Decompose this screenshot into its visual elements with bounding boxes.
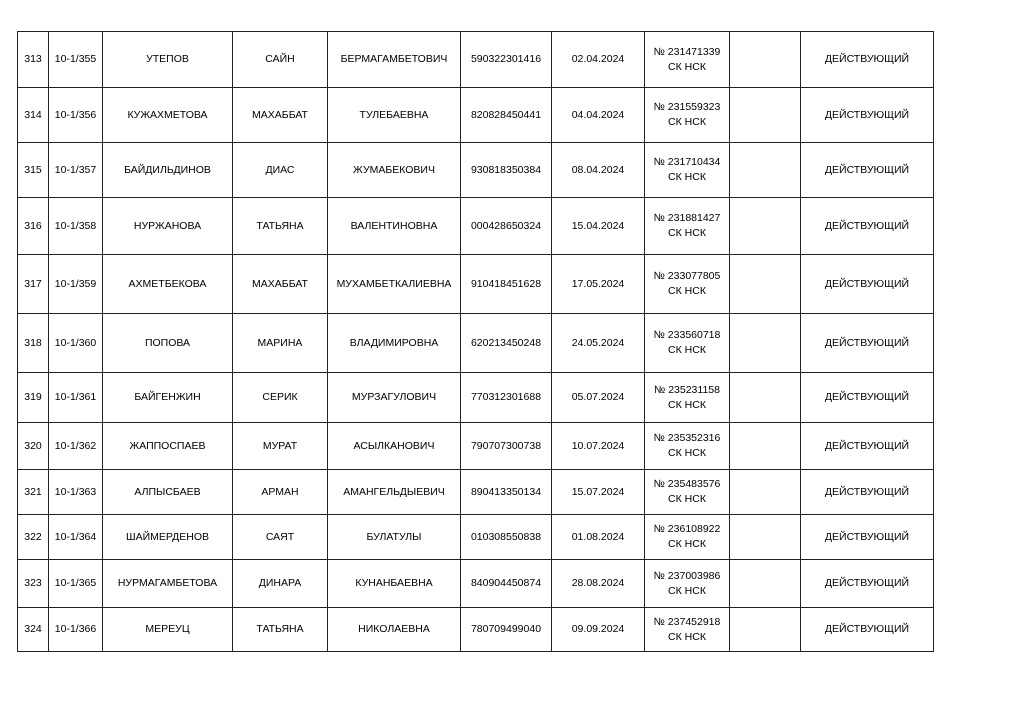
iin-cell: 780709499040 (461, 608, 552, 652)
certificate-issuer: СК НСК (668, 116, 706, 128)
certificate-issuer: СК НСК (668, 398, 706, 411)
iin-cell: 840904450874 (461, 560, 552, 608)
registration-number-cell: 10-1/358 (49, 198, 103, 255)
certificate-number: № 231471339 (653, 45, 721, 58)
status-cell: ДЕЙСТВУЮЩИЙ (801, 88, 934, 143)
registration-number-cell: 10-1/355 (49, 32, 103, 88)
row-number-cell: 316 (18, 198, 49, 255)
registration-number-cell: 10-1/365 (49, 560, 103, 608)
date-cell: 24.05.2024 (552, 314, 645, 373)
patronymic-cell: МУХАМБЕТКАЛИЕВНА (328, 255, 461, 314)
status-cell: ДЕЙСТВУЮЩИЙ (801, 314, 934, 373)
registration-number-cell: 10-1/359 (49, 255, 103, 314)
certificate-number: № 231559323 (653, 101, 721, 113)
row-number-cell: 323 (18, 560, 49, 608)
table-row (18, 560, 934, 608)
status-cell: ДЕЙСТВУЮЩИЙ (801, 608, 934, 652)
patronymic-cell: ТУЛЕБАЕВНА (328, 88, 461, 143)
row-number-cell: 322 (18, 515, 49, 560)
first-name-cell: ДИАС (233, 143, 328, 198)
certificate-cell (645, 423, 730, 470)
row-number-cell: 324 (18, 608, 49, 652)
patronymic-cell: МУРЗАГУЛОВИЧ (328, 373, 461, 423)
empty-cell (730, 314, 801, 373)
first-name-cell: МУРАТ (233, 423, 328, 470)
status-cell: ДЕЙСТВУЮЩИЙ (801, 255, 934, 314)
status-cell: ДЕЙСТВУЮЩИЙ (801, 515, 934, 560)
table-row (18, 470, 934, 515)
empty-cell (730, 32, 801, 88)
registration-number-cell: 10-1/360 (49, 314, 103, 373)
iin-cell: 770312301688 (461, 373, 552, 423)
patronymic-cell: ЖУМАБЕКОВИЧ (328, 143, 461, 198)
last-name-cell: МЕРЕУЦ (103, 608, 233, 652)
table-row (18, 32, 934, 88)
date-cell: 01.08.2024 (552, 515, 645, 560)
date-cell: 15.07.2024 (552, 470, 645, 515)
date-cell: 17.05.2024 (552, 255, 645, 314)
certificate-number: № 231881427 (653, 212, 721, 224)
table-row (18, 198, 934, 255)
last-name-cell: УТЕПОВ (103, 32, 233, 88)
iin-cell: 790707300738 (461, 423, 552, 470)
patronymic-cell: АСЫЛКАНОВИЧ (328, 423, 461, 470)
status-cell: ДЕЙСТВУЮЩИЙ (801, 373, 934, 423)
patronymic-cell: ВЛАДИМИРОВНА (328, 314, 461, 373)
table-row (18, 608, 934, 652)
certificate-issuer: СК НСК (668, 493, 706, 505)
status-cell: ДЕЙСТВУЮЩИЙ (801, 560, 934, 608)
date-cell: 05.07.2024 (552, 373, 645, 423)
certificate-cell (645, 608, 730, 652)
certificate-issuer: СК НСК (668, 285, 706, 297)
certificate-cell (645, 88, 730, 143)
iin-cell: 910418451628 (461, 255, 552, 314)
date-cell: 04.04.2024 (552, 88, 645, 143)
row-number-cell: 313 (18, 32, 49, 88)
status-cell: ДЕЙСТВУЮЩИЙ (801, 470, 934, 515)
registration-number-cell: 10-1/356 (49, 88, 103, 143)
certificate-cell (645, 515, 730, 560)
first-name-cell: САЯТ (233, 515, 328, 560)
first-name-cell: МАРИНА (233, 314, 328, 373)
table-row (18, 314, 934, 373)
status-cell: ДЕЙСТВУЮЩИЙ (801, 143, 934, 198)
certificate-cell (645, 314, 730, 373)
table-row (18, 88, 934, 143)
registration-number-cell: 10-1/366 (49, 608, 103, 652)
certificate-cell (645, 470, 730, 515)
last-name-cell: ЖАППОСПАЕВ (103, 423, 233, 470)
last-name-cell: ШАЙМЕРДЕНОВ (103, 515, 233, 560)
empty-cell (730, 423, 801, 470)
certificate-issuer: СК НСК (668, 227, 706, 239)
last-name-cell: КУЖАХМЕТОВА (103, 88, 233, 143)
registration-number-cell: 10-1/364 (49, 515, 103, 560)
certificate-number: № 233560718 (653, 329, 721, 341)
empty-cell (730, 560, 801, 608)
certificate-issuer: СК НСК (668, 447, 706, 459)
date-cell: 08.04.2024 (552, 143, 645, 198)
patronymic-cell: АМАНГЕЛЬДЫЕВИЧ (328, 470, 461, 515)
iin-cell: 930818350384 (461, 143, 552, 198)
certificate-cell (645, 373, 730, 423)
date-cell: 02.04.2024 (552, 32, 645, 88)
first-name-cell: ТАТЬЯНА (233, 608, 328, 652)
first-name-cell: АРМАН (233, 470, 328, 515)
last-name-cell: НУРМАГАМБЕТОВА (103, 560, 233, 608)
certificate-cell (645, 255, 730, 314)
certificate-issuer: СК НСК (668, 171, 706, 183)
empty-cell (730, 373, 801, 423)
certificate-number: № 237452918 (653, 615, 721, 628)
registration-number-cell: 10-1/361 (49, 373, 103, 423)
row-number-cell: 319 (18, 373, 49, 423)
empty-cell (730, 88, 801, 143)
row-number-cell: 314 (18, 88, 49, 143)
certificate-cell (645, 32, 730, 88)
last-name-cell: ПОПОВА (103, 314, 233, 373)
empty-cell (730, 143, 801, 198)
date-cell: 10.07.2024 (552, 423, 645, 470)
certificate-cell (645, 198, 730, 255)
iin-cell: 890413350134 (461, 470, 552, 515)
patronymic-cell: ВАЛЕНТИНОВНА (328, 198, 461, 255)
iin-cell: 820828450441 (461, 88, 552, 143)
row-number-cell: 317 (18, 255, 49, 314)
first-name-cell: САЙН (233, 32, 328, 88)
certificate-issuer: СК НСК (668, 60, 706, 73)
table-row (18, 515, 934, 560)
certificate-issuer: СК НСК (668, 344, 706, 356)
iin-cell: 620213450248 (461, 314, 552, 373)
certificate-issuer: СК НСК (668, 630, 706, 643)
table-row (18, 255, 934, 314)
table-row (18, 423, 934, 470)
date-cell: 15.04.2024 (552, 198, 645, 255)
certificate-number: № 237003986 (653, 569, 721, 582)
patronymic-cell: НИКОЛАЕВНА (328, 608, 461, 652)
empty-cell (730, 470, 801, 515)
row-number-cell: 321 (18, 470, 49, 515)
iin-cell: 010308550838 (461, 515, 552, 560)
certificate-issuer: СК НСК (668, 584, 706, 597)
certificate-number: № 231710434 (653, 156, 721, 168)
certificate-number: № 235483576 (653, 478, 721, 490)
date-cell: 28.08.2024 (552, 560, 645, 608)
first-name-cell: ДИНАРА (233, 560, 328, 608)
row-number-cell: 318 (18, 314, 49, 373)
certificate-number: № 233077805 (653, 270, 721, 282)
registration-number-cell: 10-1/357 (49, 143, 103, 198)
patronymic-cell: КУНАНБАЕВНА (328, 560, 461, 608)
status-cell: ДЕЙСТВУЮЩИЙ (801, 32, 934, 88)
registry-table (17, 31, 934, 652)
empty-cell (730, 255, 801, 314)
row-number-cell: 315 (18, 143, 49, 198)
first-name-cell: МАХАББАТ (233, 88, 328, 143)
patronymic-cell: БЕРМАГАМБЕТОВИЧ (328, 32, 461, 88)
certificate-cell (645, 143, 730, 198)
registration-number-cell: 10-1/363 (49, 470, 103, 515)
patronymic-cell: БУЛАТУЛЫ (328, 515, 461, 560)
row-number-cell: 320 (18, 423, 49, 470)
last-name-cell: БАЙДИЛЬДИНОВ (103, 143, 233, 198)
certificate-number: № 235352316 (653, 432, 721, 444)
certificate-number: № 235231158 (654, 383, 720, 396)
empty-cell (730, 515, 801, 560)
last-name-cell: АХМЕТБЕКОВА (103, 255, 233, 314)
first-name-cell: СЕРИК (233, 373, 328, 423)
first-name-cell: ТАТЬЯНА (233, 198, 328, 255)
table-row (18, 373, 934, 423)
iin-cell: 590322301416 (461, 32, 552, 88)
date-cell: 09.09.2024 (552, 608, 645, 652)
registration-number-cell: 10-1/362 (49, 423, 103, 470)
first-name-cell: МАХАББАТ (233, 255, 328, 314)
table-row (18, 143, 934, 198)
registry-rows (18, 32, 934, 652)
last-name-cell: НУРЖАНОВА (103, 198, 233, 255)
last-name-cell: АЛПЫСБАЕВ (103, 470, 233, 515)
certificate-cell (645, 560, 730, 608)
empty-cell (730, 608, 801, 652)
empty-cell (730, 198, 801, 255)
certificate-issuer: СК НСК (668, 538, 706, 550)
status-cell: ДЕЙСТВУЮЩИЙ (801, 423, 934, 470)
last-name-cell: БАЙГЕНЖИН (103, 373, 233, 423)
certificate-number: № 236108922 (653, 523, 721, 535)
iin-cell: 000428650324 (461, 198, 552, 255)
status-cell: ДЕЙСТВУЮЩИЙ (801, 198, 934, 255)
